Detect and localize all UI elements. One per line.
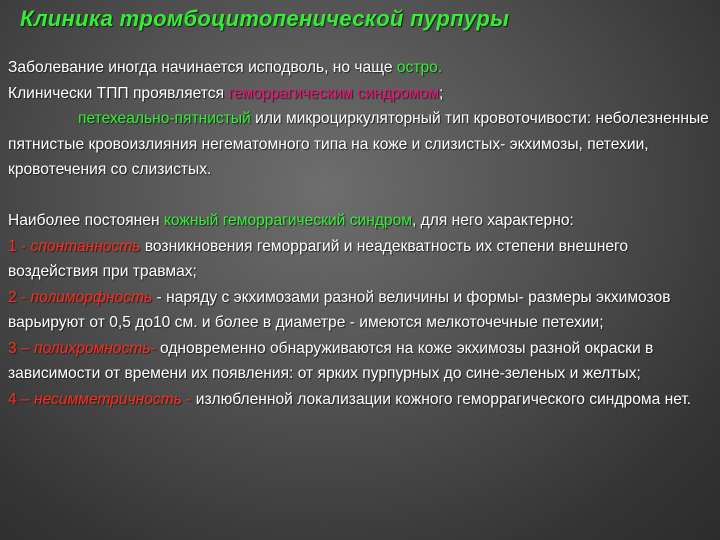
intro-text: Заболевание иногда начинается исподволь, но чаще [8, 59, 397, 76]
item-term: полихромность- [34, 339, 156, 357]
bleeding-type-paragraph [8, 106, 712, 183]
paragraph-gap [8, 183, 712, 209]
item-term-end: - [181, 390, 196, 408]
list-item [8, 336, 712, 387]
clinical-end: ; [439, 84, 444, 102]
slide-body [8, 55, 712, 412]
syndrome-intro [8, 208, 712, 234]
clinical-text: Клинически ТПП проявляется [8, 84, 229, 102]
intro-line [8, 55, 712, 81]
item-number: 1 - [8, 237, 31, 255]
list-item [8, 387, 712, 413]
item-number: 3 – [8, 339, 35, 357]
highlight-petechial-type: петехеально-пятнистый [78, 110, 251, 127]
item-text: излюбленной локализации кожного геморрагического синдрома нет. [195, 390, 692, 408]
item-text: - наряду с экхимозами разной величины и формы- размеры экхимозов варьируют от 0,5 до10 см. и более в диаметре - имеются мелкоточечные петехии; [8, 288, 671, 331]
clinical-line [8, 81, 712, 107]
highlight-acute: остро. [396, 59, 443, 76]
slide-title: Клиника тромбоцитопенической пурпуры [20, 6, 510, 31]
highlight-hemorrhagic-syndrome: геморрагическим синдромом [228, 84, 440, 102]
item-term: несимметричность [34, 390, 182, 408]
highlight-skin-syndrome: кожный геморрагический синдром [163, 212, 412, 229]
list-item [8, 285, 712, 336]
list-item [8, 234, 712, 285]
bleeding-type-text: или микроциркуляторный тип кровоточивости: неболезненные пятнистые кровоизлияния негематомного типа на коже и слизистых- экхимозы, петехии, кровотечения со слизистых. [8, 110, 709, 178]
item-text: одновременно обнаруживаются на коже экхимозы разной окраски в зависимости от времени их появления: от ярких пурпурных до сине-зеленых и желтых; [8, 339, 654, 382]
item-term: спонтанность [30, 237, 141, 255]
item-number: 2 - [8, 288, 31, 306]
syndrome-intro-text: Наиболее постоянен [8, 212, 164, 229]
item-number: 4 – [8, 390, 35, 408]
item-term: полиморфность [30, 288, 153, 306]
item-text: возникновения геморрагий и неадекватность их степени внешнего воздействия при травмах; [8, 237, 629, 280]
syndrome-intro-end: , для него характерно: [412, 212, 574, 229]
